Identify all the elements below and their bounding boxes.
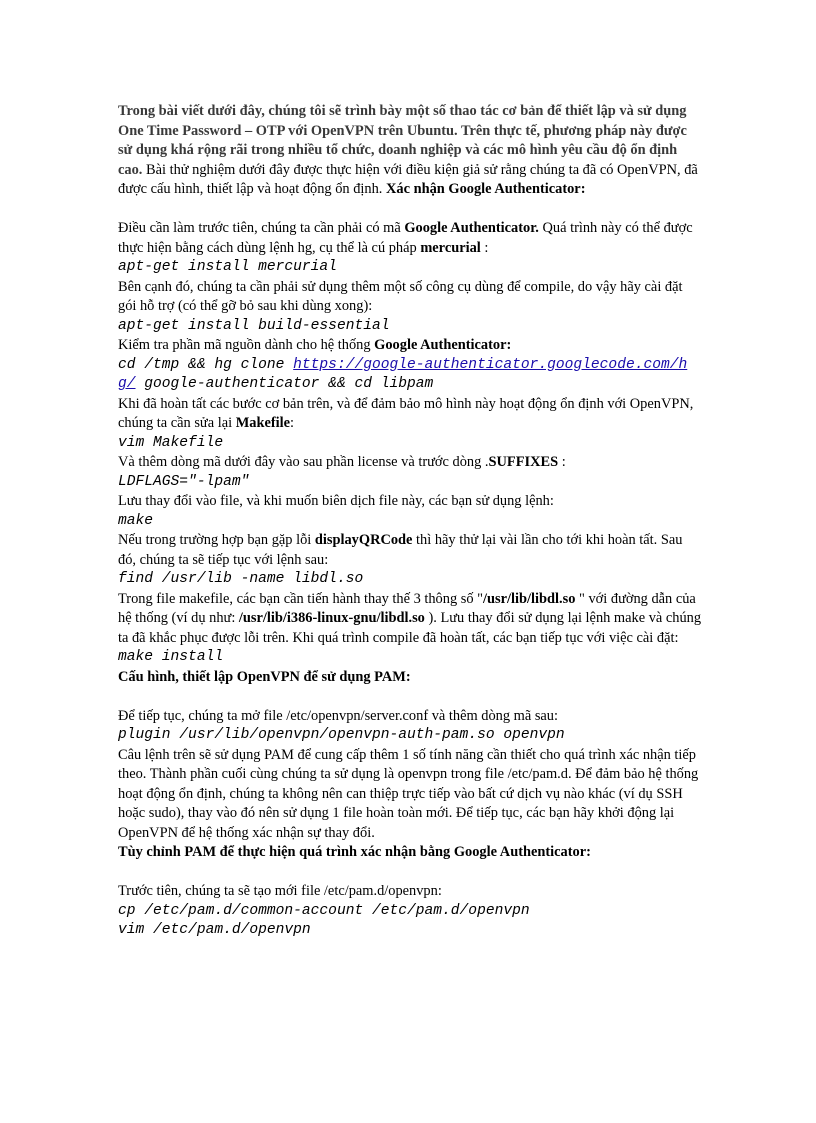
code-line-9: plugin /usr/lib/openvpn/openvpn-auth-pam.so openvpn [118,727,565,743]
code-line-4: vim Makefile [118,434,224,451]
bold-span: /usr/lib/i386-linux-gnu/libdl.so [238,610,425,626]
bold-span: displayQRCode [314,532,413,548]
code-line-8: make install [118,649,224,665]
text-span: : [558,454,566,470]
paragraph-4 [118,395,702,434]
text-span: Điều cần làm trước tiên, chúng ta cần phải có mã [118,220,405,236]
bold-span: mercurial [420,239,481,256]
text-span: Kiểm tra phần mã nguồn dành cho hệ thống [118,337,375,353]
text-span: " với đường dẫn của hệ thống (ví dụ như: [118,590,696,626]
text-span: Và thêm dòng mã dưới đây vào sau phần license và trước dòng . [118,454,489,470]
bold-span: /usr/lib/libdl.so [483,590,576,607]
code-line-11: vim /etc/pam.d/openvpn [118,922,311,938]
intro-paragraph [118,102,702,200]
paragraph-1 [118,219,702,258]
paragraph-2: Bên cạnh đó, chúng ta cần phải sử dụng thêm một số công cụ dùng để compile, do vậy hãy cài đặt gói hỗ trợ (có thể gỡ bỏ sau khi dùng xong): [118,278,683,314]
text-span: : [480,239,489,256]
text-span: : [290,415,295,431]
heading-google-authenticator: Xác nhận Google Authenticator: [386,181,586,197]
spacer [118,863,702,883]
code-line-6: make [118,512,154,529]
bold-span: Google Authenticator: [374,337,512,353]
paragraph-7 [118,531,702,570]
paragraph-9: Để tiếp tục, chúng ta mở file /etc/openvpn/server.conf và thêm dòng mã sau: [118,707,558,724]
code-line-1: apt-get install mercurial [118,259,337,275]
text-span: Quá trình này có thể được thực hiện bằng cách dùng lệnh hg, cụ thể là cú pháp [118,220,693,256]
paragraph-10: Câu lệnh trên sẽ sử dụng PAM để cung cấp thêm 1 số tính năng cần thiết cho quá trình xác nhận tiếp theo. Thành phần cuối cùng chúng ta sử dụng là openvpn trong file /etc/pam.d. Để đảm bảo hệ thống hoạt động ổn định, chúng ta không nên can thiệp trực tiếp vào bất cứ dịch vụ nào khác (ví dụ SSH hoặc sudo), thay vào đó nên sử dụng 1 file hoàn toàn mới. Để tiếp tục, các bạn hãy khởi động lại OpenVPN để hệ thống xác nhận sự thay đổi. [118,746,699,841]
paragraph-5 [118,453,702,473]
text-span: Trong file makefile, các bạn cần tiến hành thay thế 3 thông số " [118,590,484,607]
text-span: Nếu trong trường hợp bạn gặp lỗi [118,532,315,548]
spacer [118,687,702,707]
heading-pam: Cấu hình, thiết lập OpenVPN để sử dụng PAM: [118,668,411,685]
document-page [118,102,702,941]
text-span: ). Lưu thay đổi sử dụng lại lệnh make và chúng ta đã khắc phục được lỗi trên. Khi quá trình compile đã hoàn tất, các bạn tiếp tục với việc cài đặt: [118,610,702,646]
code-line-10: cp /etc/pam.d/common-account /etc/pam.d/openvpn [118,902,530,919]
paragraph-8 [118,590,702,649]
code-span: cd /tmp && hg clone [118,356,294,373]
intro-text: Trong bài viết dưới đây, chúng tôi sẽ trình bày một số thao tác cơ bản để thiết lập và sử dụng One Time Password – OTP với OpenVPN trên Ubuntu. Trên thực tế, phương pháp này được sử dụng khá rộng rãi trong nhiều tổ chức, doanh nghiệp và các mô hình yêu cầu độ ổn định cao. [118,103,687,178]
spacer [118,200,702,220]
heading-custom-pam: Tùy chỉnh PAM để thực hiện quá trình xác nhận bằng Google Authenticator: [118,844,591,860]
bold-span: Google Authenticator. [404,220,539,236]
text-span: thì hãy thử lại vài lần cho tới khi hoàn tất. Sau đó, chúng ta sẽ tiếp tục với lệnh sau: [118,532,683,568]
paragraph-11: Trước tiên, chúng ta sẽ tạo mới file /etc/pam.d/openvpn: [118,883,442,899]
bold-span: SUFFIXES [488,454,559,470]
code-line-7: find /usr/lib -name libdl.so [118,571,364,587]
code-line-5: LDFLAGS="-lpam" [118,473,250,490]
code-line-2: apt-get install build-essential [118,317,390,334]
code-span: google-authenticator && cd libpam [135,376,434,392]
intro-tail-text: Bài thử nghiệm dưới đây được thực hiện với điều kiện giả sử rằng chúng ta đã có OpenVPN, đã được cấu hình, thiết lập và hoạt động ổn định. [118,161,698,197]
bold-span: Makefile [235,415,291,431]
paragraph-3 [118,336,702,356]
text-span: Khi đã hoàn tất các bước cơ bản trên, và để đảm bảo mô hình này hoạt động ổn định với OpenVPN, chúng ta cần sửa lại [118,395,694,431]
google-authenticator-repo-link[interactable]: https://google-authenticator.googlecode.com/hg/ [118,356,688,392]
code-line-3 [118,356,702,395]
paragraph-6: Lưu thay đổi vào file, và khi muốn biên dịch file này, các bạn sử dụng lệnh: [118,493,554,509]
